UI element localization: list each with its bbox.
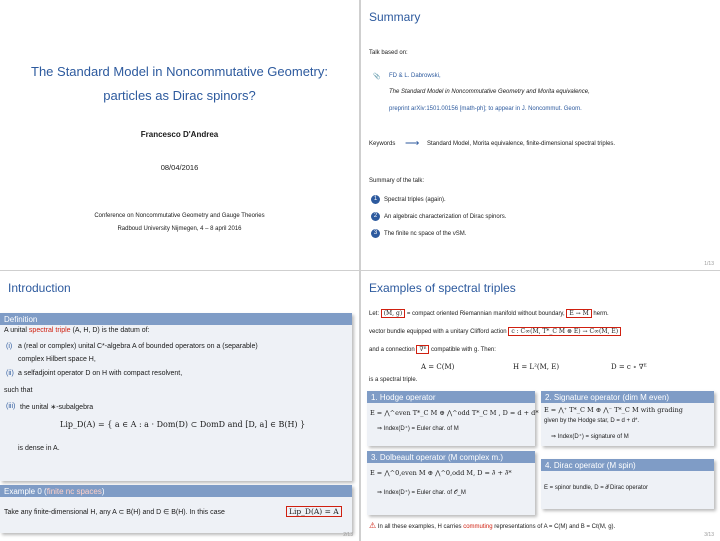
- introduction-slide: [0, 271, 359, 541]
- paper-icon: 📎: [373, 74, 381, 80]
- triple-algebra: A = C(M): [421, 363, 455, 371]
- hodge-header: 1. Hodge operator: [367, 391, 535, 403]
- such-that-text: such that: [4, 387, 33, 394]
- warning-line: ⚠ In all these examples, H carries commuting representations of A = C(M) and B = Cℓ(M, g).: [369, 521, 616, 530]
- item-text: a selfadjoint operator D on H with compact resolvent,: [18, 370, 183, 377]
- bundle-line: vector bundle equipped with a unitary Clifford action c : C∞(M, T*_C M ⊗ E) → C∞(M, E): [369, 328, 621, 335]
- signature-formula: E = ⋀⁺ T*_C M ⊕ ⋀⁻ T*_C M with grading: [544, 406, 683, 414]
- summary-item: 2 An algebraic characterization of Dirac spinors.: [371, 212, 506, 221]
- conference-line2: Radboud University Nijmegen, 4 – 8 april 2016: [117, 226, 242, 232]
- definition-intro: A unital spectral triple (A, H, D) is the datum of:: [4, 327, 150, 334]
- reference-title: The Standard Model in Noncommutative Geometry and Morita equivalence,: [389, 89, 590, 95]
- item-text: complex Hilbert space H,: [18, 356, 96, 363]
- date: 08/04/2016: [160, 163, 199, 172]
- page-number: 2/13: [343, 532, 353, 538]
- reference-authors: FD & L. Dabrowski,: [389, 73, 441, 79]
- summary-slide: [361, 0, 720, 270]
- lipschitz-box: Lip_D(A) = A: [286, 506, 342, 517]
- example-text: Take any finite-dimensional H, any A ⊂ B(H) and D ∈ B(H). In this case: [4, 509, 225, 516]
- definition-block: [0, 313, 352, 481]
- item-number: (iii): [6, 403, 16, 410]
- talk-title-line1: The Standard Model in Noncommutative Geometry:: [31, 64, 328, 79]
- warning-icon: ⚠: [369, 521, 377, 530]
- example-header: Example 0 (finite nc spaces): [0, 485, 352, 497]
- hodge-index: ⇒ Index(D⁺) = Euler char. of M: [377, 426, 459, 432]
- page-number: 1/13: [704, 261, 714, 267]
- signature-header: 2. Signature operator (dim M even): [541, 391, 714, 403]
- definition-header: Definition: [0, 313, 352, 325]
- summary-item: 3 The finite nc space of the νSM.: [371, 229, 466, 238]
- triple-operator: D = c ∘ ∇ᴱ: [611, 363, 647, 371]
- dirac-formula: E = spinor bundle, D = ∂̸ Dirac operator: [544, 485, 649, 491]
- dirac-block: [541, 459, 714, 509]
- dirac-header: 4. Dirac operator (M spin): [541, 459, 714, 471]
- connection-line: and a connection ∇ᴱ compatible with g. Then:: [369, 346, 496, 353]
- example-block: [0, 485, 352, 533]
- reference-preprint[interactable]: preprint arXiv:1501.00156 [math-ph]; to appear in J. Noncommut. Geom.: [389, 106, 582, 112]
- item-text: the unital ∗-subalgebra: [20, 404, 94, 411]
- triple-hilbert: H = L²(M, E): [513, 363, 560, 371]
- signature-block: [541, 391, 714, 446]
- page-number: 3/13: [704, 532, 714, 538]
- summary-item: 1 Spectral triples (again).: [371, 195, 446, 204]
- keywords-text: Standard Model, Morita equivalence, finite-dimensional spectral triples.: [427, 141, 616, 147]
- summary-label: Summary of the talk:: [369, 178, 425, 184]
- dolbeault-block: [367, 451, 535, 515]
- dense-text: is dense in A.: [18, 445, 60, 452]
- signature-index: ⇒ Index(D⁺) = signature of M: [551, 434, 629, 440]
- hodge-formula: E = ⋀^even T*_C M ⊕ ⋀^odd T*_C M , D = d + d*: [370, 409, 539, 417]
- dolbeault-header: 3. Dolbeault operator (M complex m.): [367, 451, 535, 463]
- slide-title: Introduction: [8, 281, 71, 295]
- conference-line1: Conference on Noncommutative Geometry and Gauge Theories: [94, 213, 265, 219]
- hodge-block: [367, 391, 539, 446]
- keywords-label: Keywords: [369, 141, 396, 147]
- slide-title: Summary: [369, 10, 421, 24]
- dolbeault-formula: E = ⋀^0,even M ⊕ ⋀^0,odd M, D = ∂̄ + ∂̄*: [370, 469, 512, 477]
- item-number: (ii): [6, 370, 14, 377]
- examples-slide: [361, 271, 720, 541]
- talk-based-label: Talk based on:: [369, 50, 408, 56]
- signature-grading: given by the Hodge star, D = d + d*.: [544, 418, 640, 424]
- arrow-right-icon: ⟶: [405, 138, 420, 149]
- item-number: (i): [6, 343, 13, 350]
- slide-title: Examples of spectral triples: [369, 281, 516, 295]
- title-slide: [0, 0, 359, 270]
- is-spectral-triple: is a spectral triple.: [369, 377, 418, 383]
- item-text: a (real or complex) unital C*-algebra A of bounded operators on a (separable): [18, 343, 258, 350]
- lipschitz-formula: Lip_D(A) = { a ∈ A : a · Dom(D) ⊂ DomD and [D, a] ∈ B(H) }: [60, 420, 306, 429]
- author: Francesco D'Andrea: [140, 130, 219, 139]
- dolbeault-index: ⇒ Index(D⁺) = Euler char. of 𝒪_M: [377, 490, 466, 496]
- let-line: Let: (M, g) = compact oriented Riemannian manifold without boundary, E → M herm.: [369, 310, 609, 317]
- talk-title-line2: particles as Dirac spinors?: [103, 88, 256, 103]
